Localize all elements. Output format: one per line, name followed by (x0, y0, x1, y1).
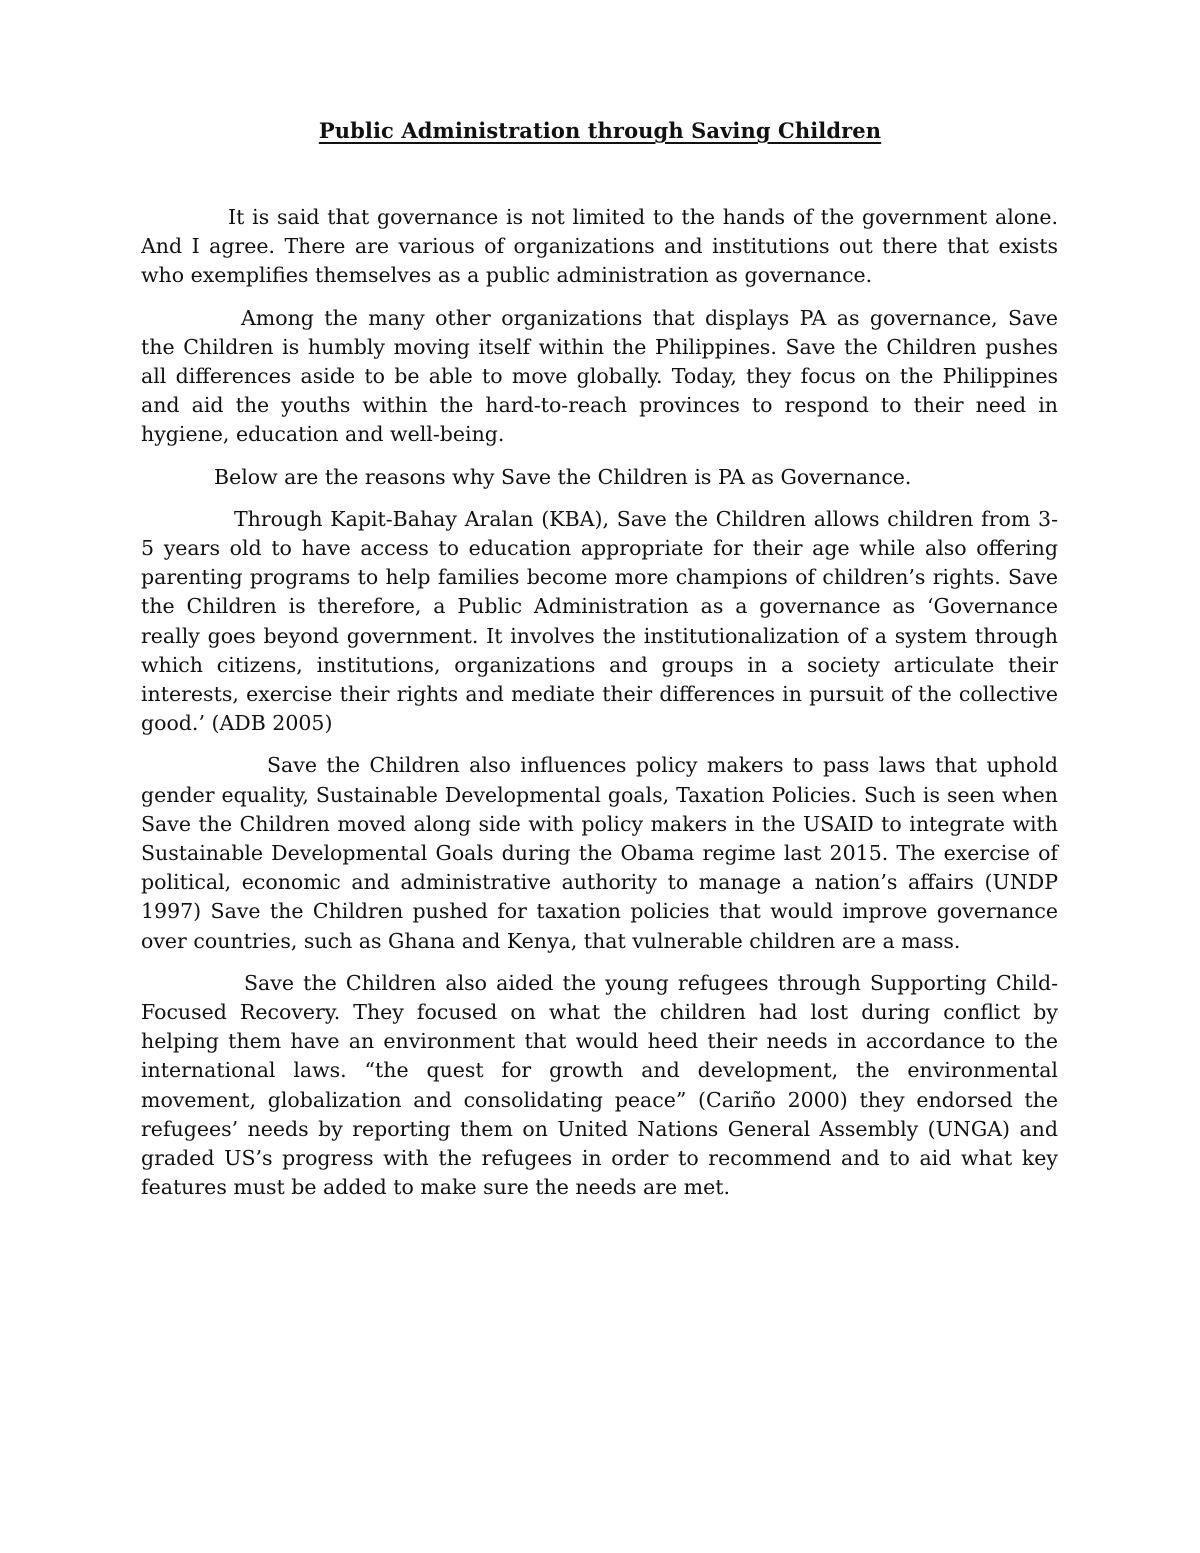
document-body (141, 203, 1058, 1216)
paragraph-reasons-lead: Below are the reasons why Save the Children is PA as Governance. (214, 464, 912, 489)
document-title: Public Administration through Saving Children (318, 118, 882, 143)
paragraph-policy: Save the Children also influences policy makers to pass laws that uphold gender equality, Sustainable Developmental goals, Taxation Policies. Such is seen when Save the Children moved along side with policy makers in the USAID to integrate with Sustainable Developmental Goals during the Obama regime last 2015. The exercise of political, economic and administrative authority to manage a nation’s affairs (UNDP 1997) Save the Children pushed for taxation policies that would improve governance over countries, such as Ghana and Kenya, that vulnerable children are a mass. (141, 753, 1058, 953)
paragraph-refugees: Save the Children also aided the young refugees through Supporting Child-Focused Recovery. They focused on what the children had lost during conflict by helping them have an environment that would heed their needs in accordance to the international laws. “the quest for growth and development, the environmental movement, globalization and consolidating peace” (Cariño 2000) they endorsed the refugees’ needs by reporting them on United Nations General Assembly (UNGA) and graded US’s progress with the refugees in order to recommend and to aid what key features must be added to make sure the needs are met. (141, 970, 1058, 1200)
paragraph-organizations: Among the many other organizations that displays PA as governance, Save the Children is humbly moving itself within the Philippines. Save the Children pushes all differences aside to be able to move globally. Today, they focus on the Philippines and aid the youths within the hard-to-reach provinces to respond to their need in hygiene, education and well-being. (141, 305, 1058, 447)
paragraph-intro: It is said that governance is not limited to the hands of the government alone. And I agree. There are various of organizations and institutions out there that exists who exemplifies themselves as a public administration as governance. (141, 205, 1058, 288)
paragraph-kba: Through Kapit-Bahay Aralan (KBA), Save the Children allows children from 3-5 years old to have access to education appropriate for their age while also offering parenting programs to help families become more champions of children’s rights. Save the Children is therefore, a Public Administration as a governance as ‘Governance really goes beyond government. It involves the institutionalization of a system through which citizens, institutions, organizations and groups in a society articulate their interests, exercise their rights and mediate their differences in pursuit of the collective good.’ (ADB 2005) (141, 506, 1058, 736)
